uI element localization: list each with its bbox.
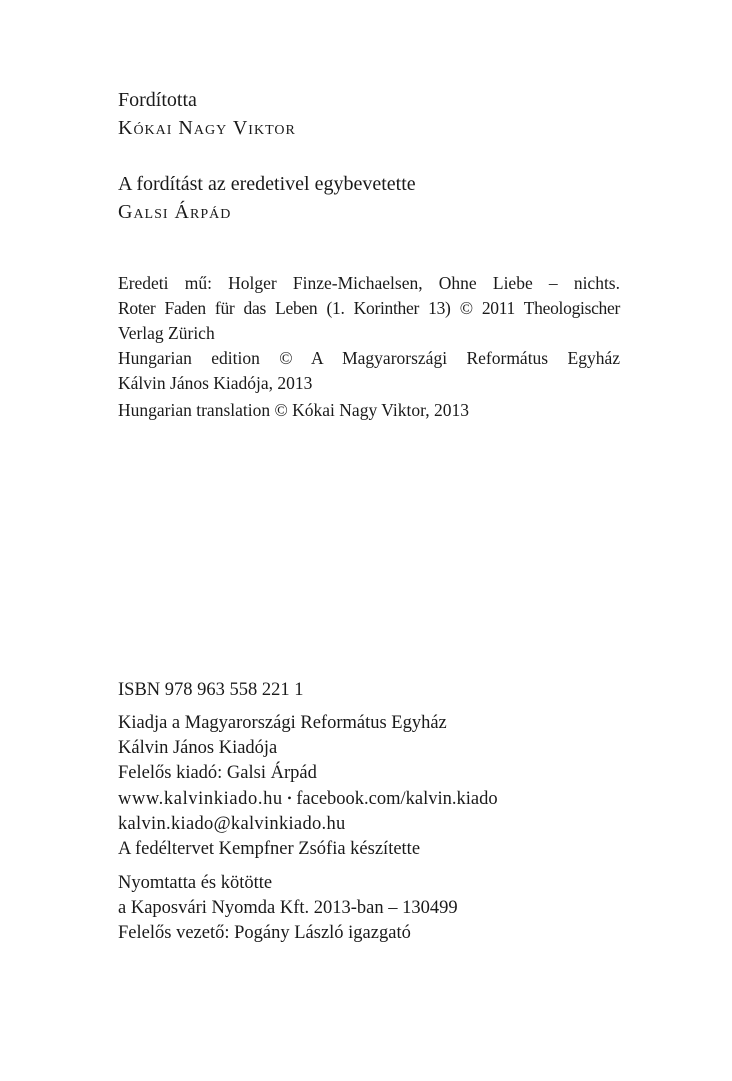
printing-line-1: Nyomtatta és kötötte — [118, 873, 273, 893]
translator-credit — [118, 86, 620, 142]
editor-label: A fordítást az eredetivel egybevetette — [118, 173, 416, 195]
original-line-1: Eredeti mű: Holger Finze-Michaelsen, Ohne Liebe – nichts. — [118, 273, 620, 293]
original-line-2: Roter Faden für das Leben (1. Korinther 13) © 2011 Theologischer — [118, 298, 620, 318]
cover-design-credit: A fedéltervet Kempfner Zsófia készítette — [118, 839, 421, 859]
hungarian-translation: Hungarian translation © Kókai Nagy Viktor, 2013 — [118, 400, 469, 420]
printing-responsible: Felelős vezető: Pogány László igazgató — [118, 923, 411, 943]
translator-name: Kókai Nagy Viktor — [118, 117, 296, 139]
responsible-publisher: Felelős kiadó: Galsi Árpád — [118, 763, 317, 783]
copyright-block — [118, 271, 620, 423]
facebook-link[interactable]: facebook.com/kalvin.kiado — [296, 789, 498, 809]
web-links — [118, 786, 620, 812]
hungarian-edition-line-1: Hungarian edition © A Magyarországi Református Egyház — [118, 348, 620, 368]
publisher-line-1: Kiadja a Magyarországi Református Egyház — [118, 713, 447, 733]
translator-label: Fordította — [118, 89, 197, 111]
publisher-block — [118, 711, 620, 862]
email-link[interactable]: kalvin.kiado@kalvinkiado.hu — [118, 814, 346, 834]
publisher-line-2: Kálvin János Kiadója — [118, 738, 278, 758]
isbn: ISBN 978 963 558 221 1 — [118, 680, 304, 700]
hungarian-edition-line-2: Kálvin János Kiadója, 2013 — [118, 373, 313, 393]
editor-name: Galsi Árpád — [118, 201, 232, 223]
editor-credit — [118, 170, 620, 226]
isbn-block — [118, 678, 620, 703]
original-line-3: Verlag Zürich — [118, 323, 215, 343]
printing-block — [118, 871, 620, 946]
website-link[interactable]: www.kalvinkiado.hu — [118, 789, 283, 809]
printing-line-2: a Kaposvári Nyomda Kft. 2013-ban – 130499 — [118, 898, 458, 918]
bullet-separator: • — [287, 791, 292, 805]
